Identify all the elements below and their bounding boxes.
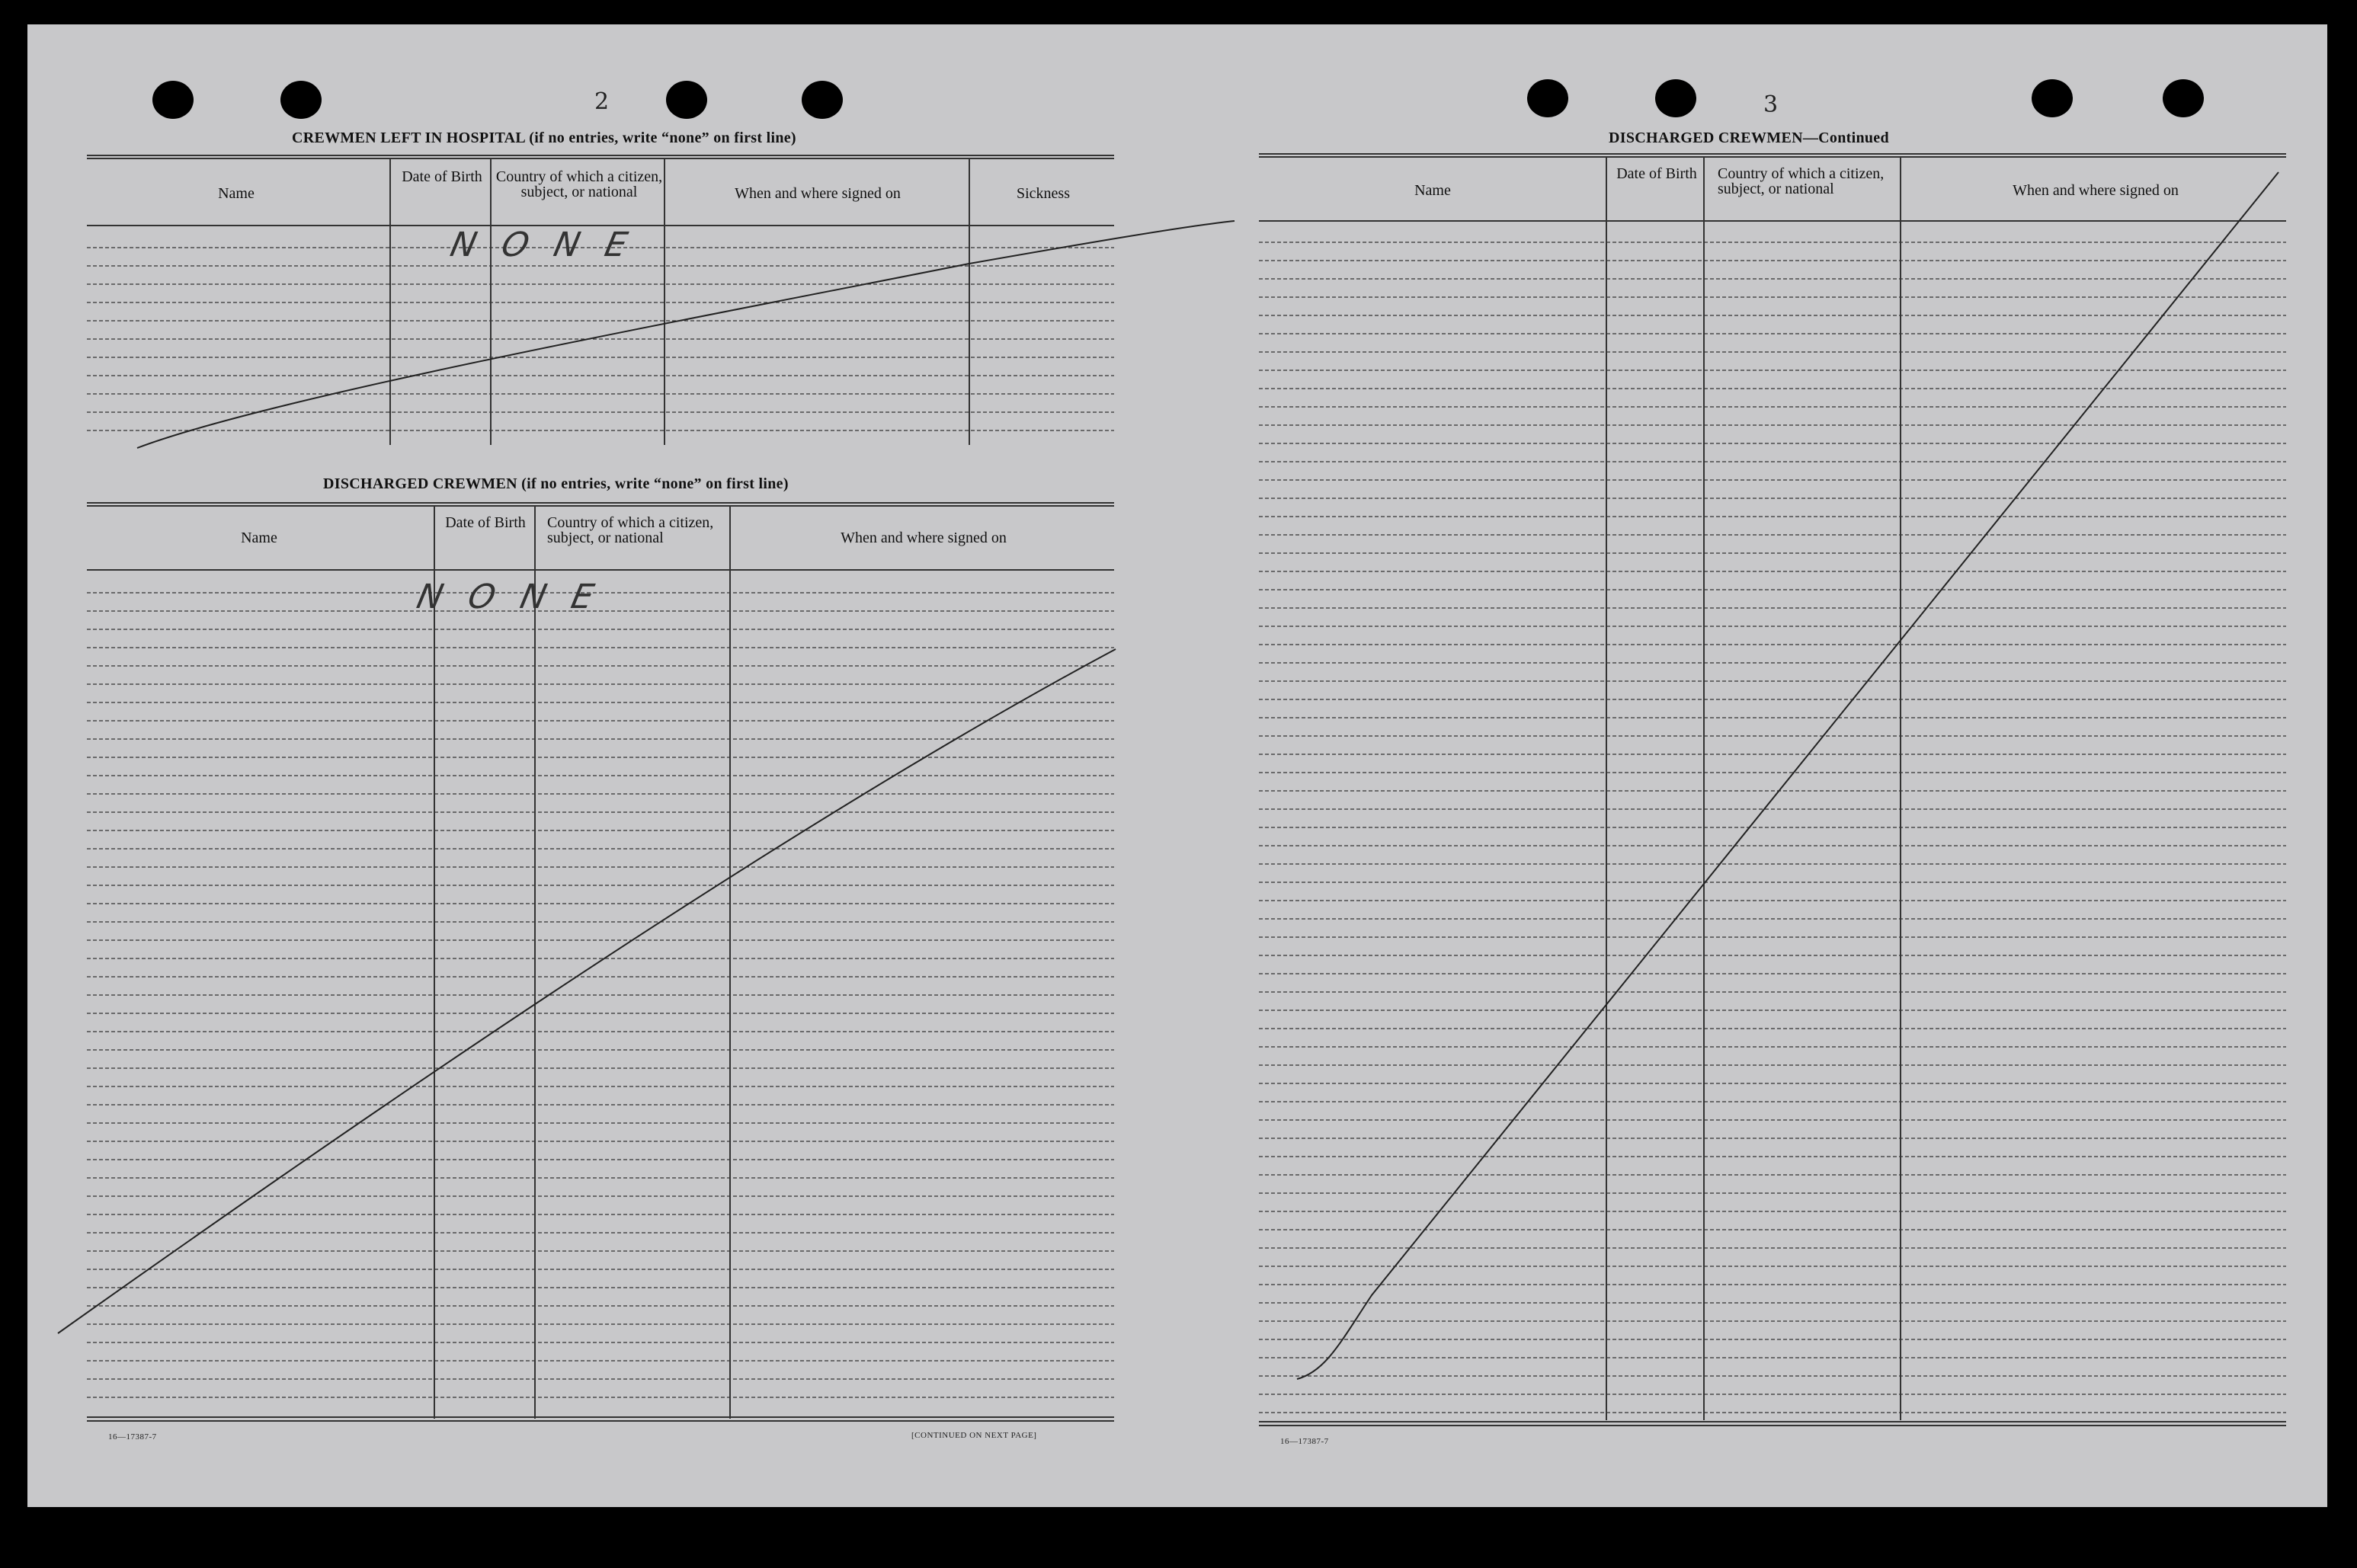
col-date-of-birth: Date of Birth <box>445 514 526 531</box>
cancel-stroke <box>137 221 1235 448</box>
form-number-right: 16—17387-7 <box>1280 1437 1329 1446</box>
cancel-stroke <box>58 649 1116 1333</box>
col-country: Country of which a citizen, subject, or national <box>1718 165 1885 197</box>
col-signed-on: When and where signed on <box>735 185 901 202</box>
discharged-table-title: DISCHARGED CREWMEN (if no entries, write “none” on first line) <box>323 475 789 492</box>
col-country: Country of which a citizen, subject, or national <box>495 168 663 200</box>
col-sickness: Sickness <box>1017 185 1070 202</box>
hospital-table-title: CREWMEN LEFT IN HOSPITAL (if no entries, write “none” on first line) <box>292 130 796 146</box>
col-signed-on: When and where signed on <box>2013 182 2179 199</box>
cancel-stroke <box>1297 172 2279 1379</box>
col-country: Country of which a citizen, subject, or national <box>547 514 714 546</box>
continued-note: [CONTINUED ON NEXT PAGE] <box>911 1431 1037 1440</box>
form-number-left: 16—17387-7 <box>108 1432 157 1442</box>
page-number-left: 2 <box>594 88 610 115</box>
col-date-of-birth: Date of Birth <box>402 168 482 185</box>
col-date-of-birth: Date of Birth <box>1616 165 1697 182</box>
handwritten-none-discharged: NONE <box>413 578 623 616</box>
page-number-right: 3 <box>1763 91 1779 118</box>
col-name: Name <box>241 530 277 546</box>
col-signed-on: When and where signed on <box>841 530 1007 546</box>
col-name: Name <box>218 185 255 202</box>
handwritten-none-hospital: NONE <box>447 226 657 264</box>
discharged-continued-title: DISCHARGED CREWMEN—Continued <box>1609 130 1889 146</box>
col-name: Name <box>1414 182 1451 199</box>
